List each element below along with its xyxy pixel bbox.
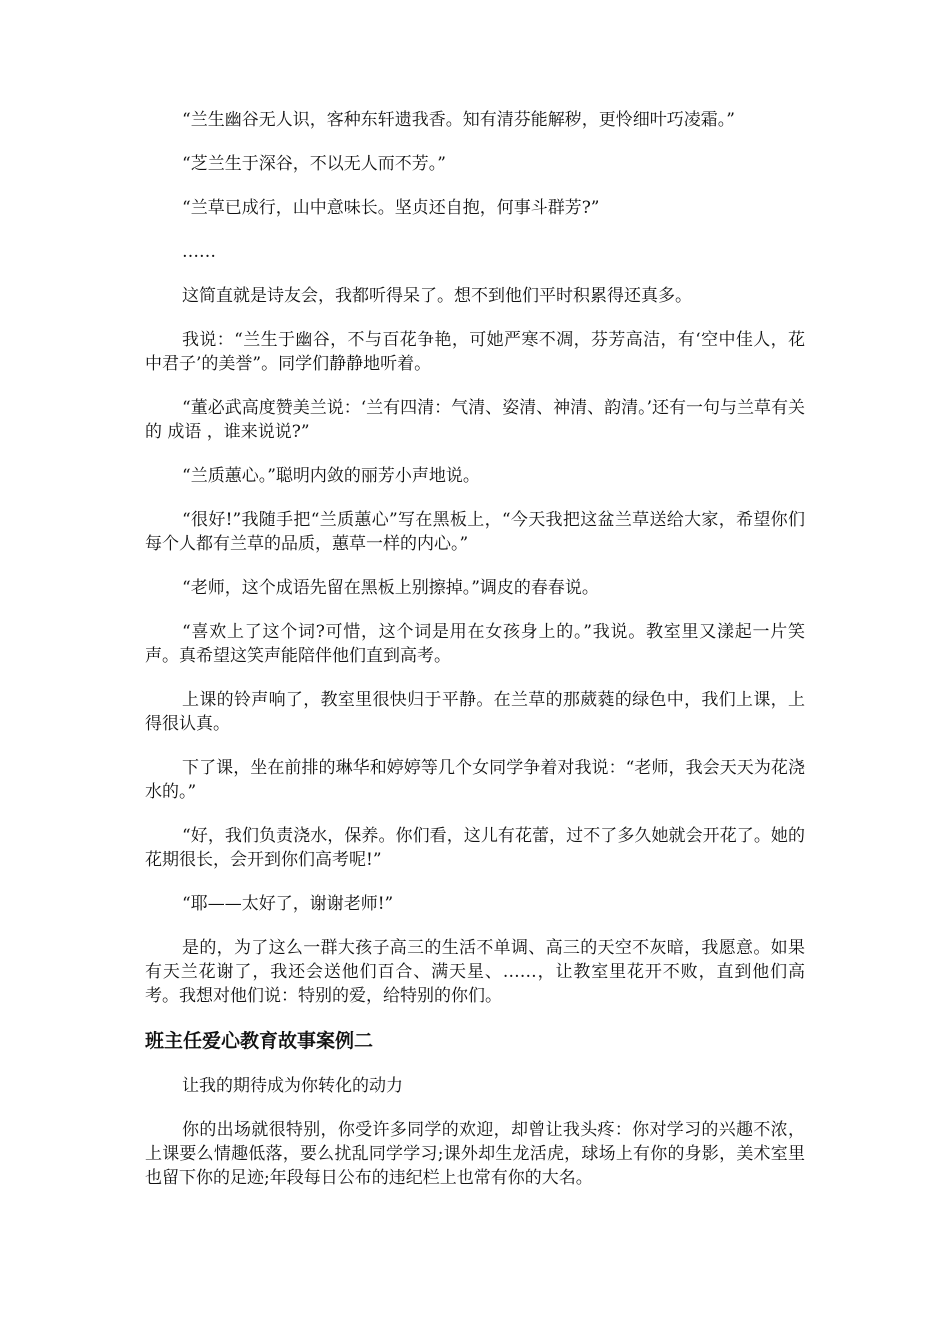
paragraph: “兰质蕙心。”聪明内敛的丽芳小声地说。 [182, 466, 480, 486]
paragraph: 我说：“兰生于幽谷，不与百花争艳，可她严寒不凋，芬芳高洁，有‘空中佳人，花中君子’的美誉”。同学们静静地听着。 [145, 330, 805, 374]
paragraph: “喜欢上了这个词?可惜，这个词是用在女孩身上的。”我说。教室里又漾起一片笑声。真希望这笑声能陪伴他们直到高考。 [145, 622, 805, 666]
paragraph: “很好!”我随手把“兰质蕙心”写在黑板上，“今天我把这盆兰草送给大家，希望你们每个人都有兰草的品质，蕙草一样的内心。” [145, 510, 805, 554]
paragraph: 是的，为了这么一群大孩子高三的生活不单调、高三的天空不灰暗，我愿意。如果有天兰花谢了，我还会送他们百合、满天星、……，让教室里花开不败，直到他们高考。我想对他们说：特别的爱，给特别的你们。 [145, 938, 805, 1006]
story-title: 让我的期待成为你转化的动力 [182, 1076, 403, 1096]
paragraph-ellipsis: …… [182, 242, 216, 262]
paragraph: “好，我们负责浇水，保养。你们看，这儿有花蕾，过不了多久她就会开花了。她的花期很长，会开到你们高考呢!” [145, 826, 805, 870]
paragraph: “董必武高度赞美兰说：‘兰有四清：气清、姿清、神清、韵清。’还有一句与兰草有关的 成语 ，谁来说说?” [145, 398, 805, 442]
paragraph: 你的出场就很特别，你受许多同学的欢迎，却曾让我头疼：你对学习的兴趣不浓，上课要么情趣低落，要么扰乱同学学习;课外却生龙活虎，球场上有你的身影，美术室里也留下你的足迹;年段每日公布的违纪栏上也常有你的大名。 [145, 1120, 805, 1188]
paragraph: “老师，这个成语先留在黑板上别擦掉。”调皮的春春说。 [182, 578, 599, 598]
paragraph: “芝兰生于深谷，不以无人而不芳。” [182, 154, 446, 174]
paragraph: 上课的铃声响了，教室里很快归于平静。在兰草的那葳蕤的绿色中，我们上课，上得很认真。 [145, 690, 805, 734]
paragraph: “耶——太好了，谢谢老师!” [182, 894, 394, 914]
paragraph: 这简直就是诗友会，我都听得呆了。想不到他们平时积累得还真多。 [182, 286, 692, 306]
paragraph: 下了课，坐在前排的琳华和婷婷等几个女同学争着对我说：“老师，我会天天为花浇水的。” [145, 758, 805, 802]
paragraph: “兰草已成行，山中意味长。坚贞还自抱，何事斗群芳?” [182, 198, 600, 218]
document-page [145, 108, 805, 1210]
paragraph: “兰生幽谷无人识，客种东轩遗我香。知有清芬能解秽，更怜细叶巧凌霜。” [182, 110, 735, 130]
section-heading: 班主任爱心教育故事案例二 [145, 1030, 374, 1052]
